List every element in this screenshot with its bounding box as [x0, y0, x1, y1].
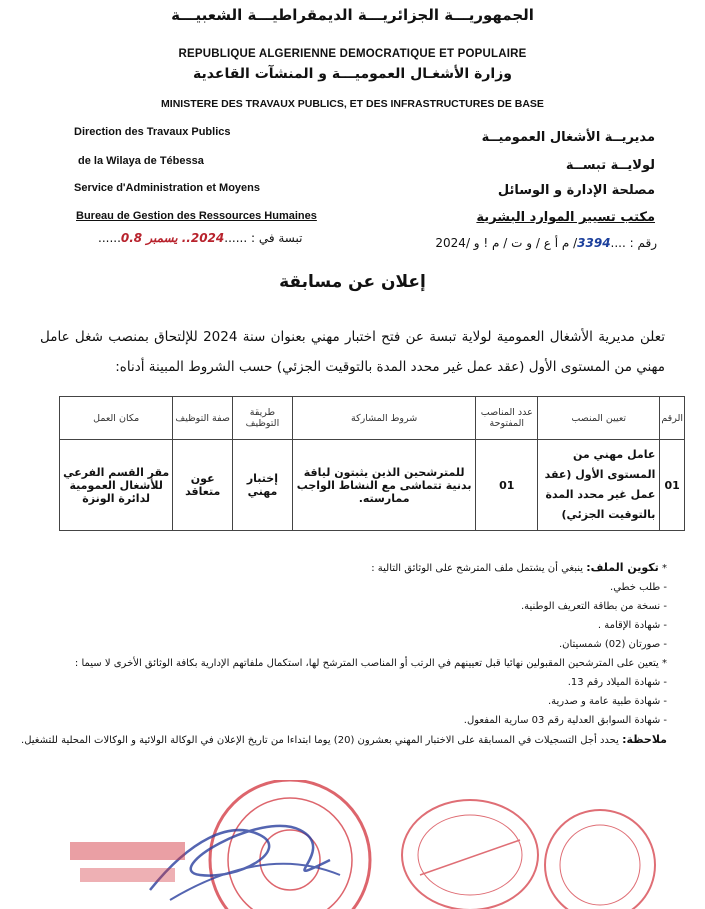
docs-note: [21, 730, 667, 750]
list-item: - شهادة الميلاد رقم 13.: [567, 677, 667, 688]
list-item: - نسخة من بطاقة التعريف الوطنية.: [520, 601, 667, 612]
cell-place: مقر القسم الفرعي للأشغال العمومية لدائرة الونزة: [60, 440, 173, 531]
col-header-number: الرقم: [660, 397, 685, 440]
docs-lead: * تكوين الملف: ينبغي أن يشتمل ملف المترشح على الوثائق التالية :: [371, 561, 667, 574]
issuer-ar-line-2: لولايــة تبســة: [565, 158, 655, 173]
issuer-ar-line-3: مصلحة الإدارة و الوسائل: [497, 183, 655, 198]
cell-conditions: للمترشحين الذين يثبتون لياقة بدنية تتماشى مع النشاط الواجب ممارسته.: [292, 440, 476, 531]
docs-note-text: يحدد أجل التسجيلات في المسابقة على الاختبار المهني بعشرون (20) يوما ابتداءا من تاريخ الإعلان في الوكالة الولائية و الوكالات المحلية للتشغيل.: [21, 735, 619, 746]
ministry-title-fr: MINISTERE DES TRAVAUX PUBLICS, ET DES INFRASTRUCTURES DE BASE: [161, 98, 544, 110]
agency-round-stamp: [545, 810, 655, 909]
announcement-title: إعلان عن مسابقة: [279, 272, 426, 292]
list-item: - شهادة الإقامة .: [597, 620, 667, 631]
reference-prefix: رقم : ....: [610, 236, 657, 250]
list-item: - طلب خطي.: [610, 582, 667, 593]
director-seal-stamp: [210, 780, 370, 909]
announcement-intro: تعلن مديرية الأشغال العمومية لولاية تبسة عن فتح اختبار مهني بعنوان سنة 2024 للإلتحاق بمنصب شغل عامل مهني من المستوى الأول (عقد عمل غير محدد المدة بالتوقيت الجزئي) حسب الشروط المبينة أدناه:: [40, 329, 666, 375]
employment-agency-stamp: [402, 800, 538, 909]
list-item: - شهادة السوابق العدلية رقم 03 سارية المفعول.: [463, 715, 667, 726]
list-item: * يتعين على المترشحين المقبولين نهائيا قبل تعيينهم في الرتب أو المناصب المترشح لها، استكمال ملفاتهم الإدارية بكافة الوثائق الأخرى لا سيما :: [74, 658, 667, 669]
table-header-row: [60, 397, 685, 440]
required-documents: [21, 558, 667, 750]
col-header-count: عدد المناصب المفتوحة: [476, 397, 538, 440]
republic-title-fr: REPUBLIQUE ALGERIENNE DEMOCRATIQUE ET POPULAIRE: [178, 48, 527, 60]
col-header-status: صفة التوظيف: [173, 397, 233, 440]
issuer-fr-line-4: Bureau de Gestion des Ressources Humaines: [76, 210, 317, 222]
signature-mark: [150, 826, 340, 900]
cell-method: إختبار مهني: [233, 440, 293, 531]
table-row: [60, 440, 685, 531]
docs-note-label: ملاحظة:: [622, 733, 667, 746]
issue-date-prefix: تبسة في : ......: [224, 231, 303, 245]
issuer-ar-line-1: مديريــة الأشغال العموميــة: [481, 130, 655, 145]
ministry-title-ar: وزارة الأشغـال العموميـــة و المنشآت القاعدية: [193, 66, 512, 82]
cell-count: 01: [476, 440, 538, 531]
republic-title-ar: الجمهوريـــة الجزائريـــة الديمقراطيـــة الشعبيـــة: [171, 6, 534, 24]
col-header-place: مكان العمل: [60, 397, 173, 440]
docs-lead-label: تكوين الملف:: [586, 561, 659, 574]
issue-date-suffix: ......: [98, 231, 121, 245]
name-stamp: [70, 842, 185, 882]
list-item: - شهادة طبية عامة و صدرية.: [547, 696, 667, 707]
cell-number: 01: [660, 440, 685, 531]
reference-number-value: 3394: [577, 236, 611, 250]
col-header-designation: تعيين المنصب: [538, 397, 660, 440]
reference-number: [435, 236, 657, 250]
issuer-ar-line-4: مكتب تسيير الموارد البشرية: [476, 210, 655, 225]
positions-table: [59, 396, 685, 531]
list-item: - صورتان (02) شمسيتان.: [558, 639, 667, 650]
issue-date-value: 2024.. ‎يسمبر 0.8: [120, 231, 225, 245]
cell-designation: عامل مهني من المستوى الأول (عقد عمل غير محدد المدة بالتوقيت الجزئي): [538, 440, 660, 531]
issuer-fr-line-2: de la Wilaya de Tébessa: [78, 155, 204, 167]
col-header-method: طريقة التوظيف: [233, 397, 293, 440]
reference-suffix: / م أ ع / و ت / م ! و /2024: [435, 236, 578, 250]
docs-lead-text: ينبغي أن يشتمل ملف المترشح على الوثائق التالية :: [371, 563, 584, 574]
issuer-fr-line-1: Direction des Travaux Publics: [74, 126, 231, 138]
issue-date: [98, 231, 302, 245]
issuer-fr-line-3: Service d'Administration et Moyens: [74, 182, 260, 194]
stamps-and-signature: [0, 780, 705, 909]
cell-status: عون متعاقد: [173, 440, 233, 531]
col-header-conditions: شروط المشاركة: [292, 397, 476, 440]
